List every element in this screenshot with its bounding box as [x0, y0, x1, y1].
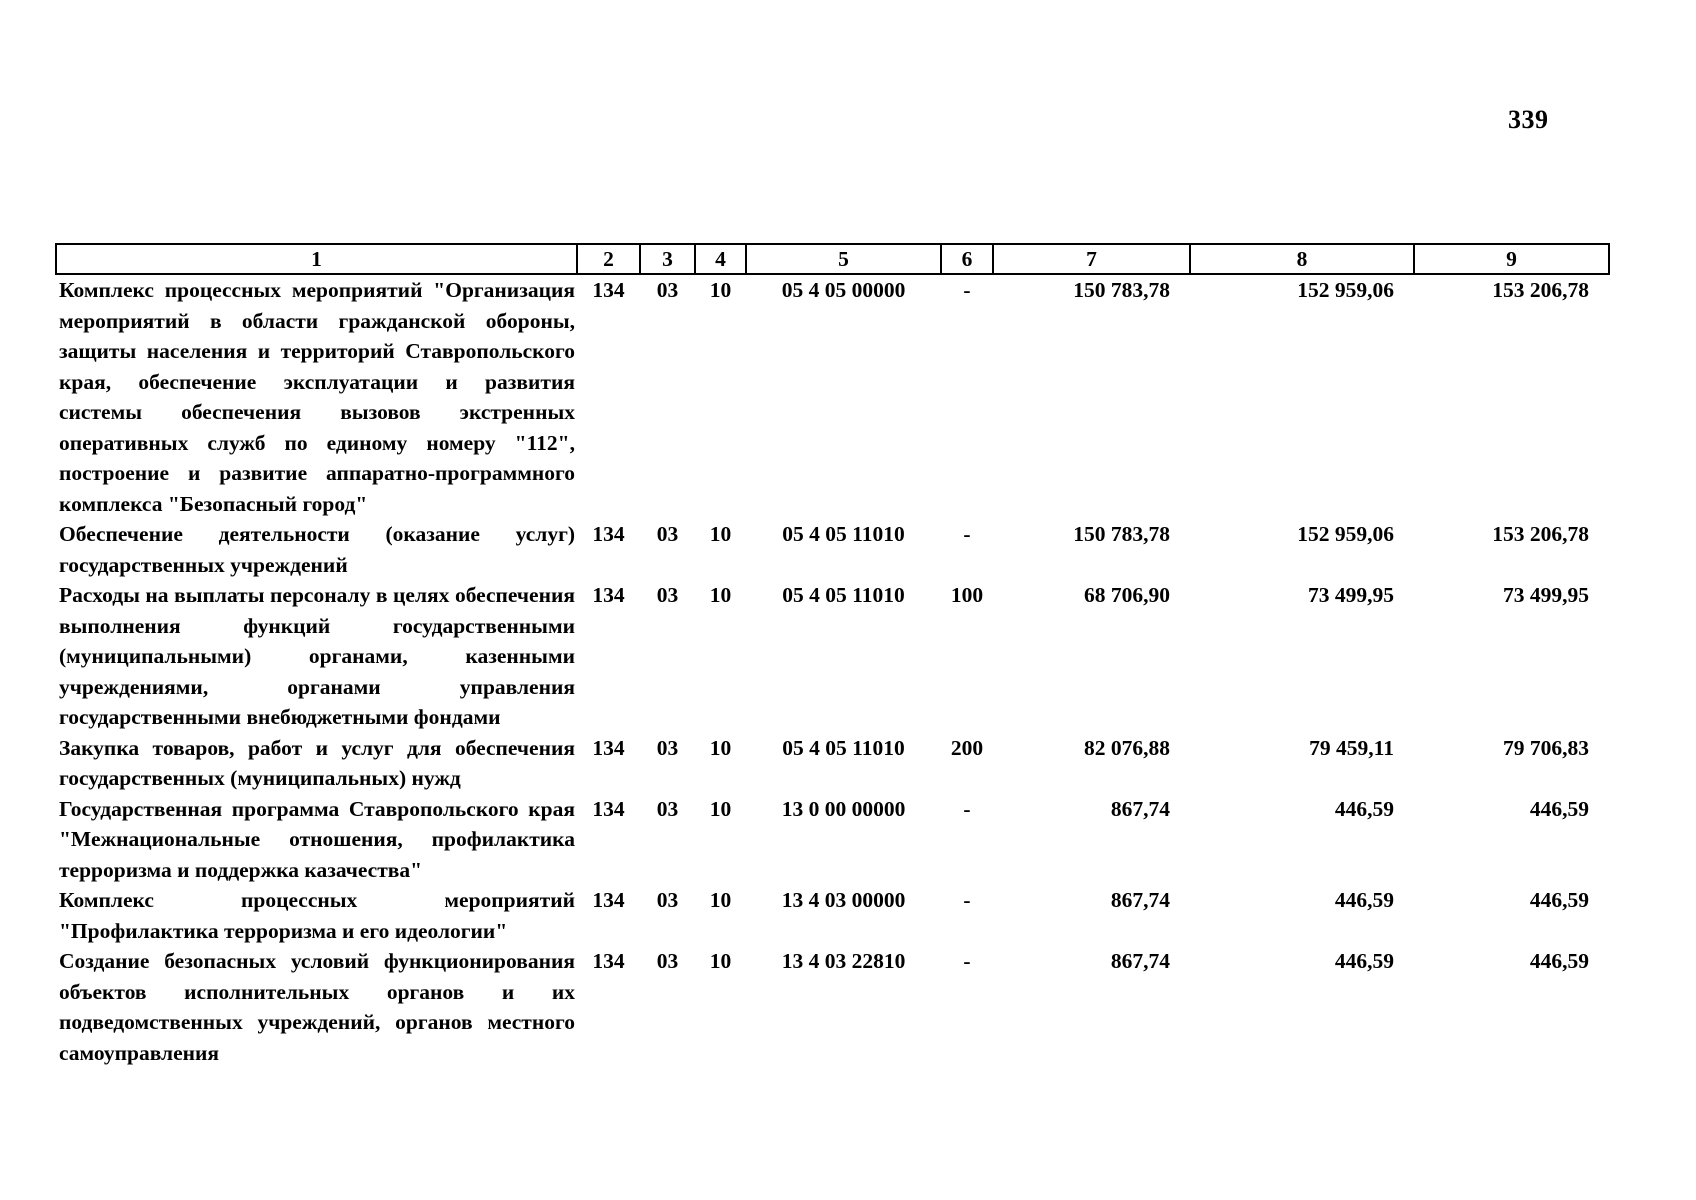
section-code-cell: 03	[656, 583, 679, 607]
section-code-cell: 03	[656, 735, 679, 760]
expense-name-cell: Создание безопасных условий функционирования объектов исполнительных органов и их подведомственных учреждений, органов местного самоуправления	[59, 949, 575, 1065]
column-header-9: 9	[1414, 244, 1609, 274]
table-row	[56, 733, 1609, 794]
expense-type-cell: -	[963, 278, 971, 302]
amount-year-3-cell: 73 499,95	[1503, 583, 1589, 607]
target-article-cell: 13 4 03 22810	[781, 949, 906, 973]
header-row	[56, 244, 1609, 274]
amount-year-2-cell: 446,59	[1334, 949, 1394, 973]
table-row	[56, 885, 1609, 946]
target-article-cell: 05 4 05 00000	[781, 278, 906, 302]
amount-year-2-cell: 79 459,11	[1309, 735, 1394, 760]
subsection-code-cell: 10	[709, 888, 732, 912]
ministry-code-cell: 134	[592, 583, 625, 607]
ministry-code-cell: 134	[592, 949, 625, 973]
amount-year-3-cell: 446,59	[1529, 796, 1589, 821]
ministry-code-cell: 134	[592, 522, 625, 546]
section-code-cell: 03	[656, 888, 679, 912]
amount-year-1-cell: 867,74	[1110, 949, 1170, 973]
table-row	[56, 580, 1609, 733]
subsection-code-cell: 10	[709, 796, 732, 821]
page-number: 339	[1508, 105, 1549, 134]
subsection-code-cell: 10	[709, 522, 732, 546]
amount-year-3-cell: 153 206,78	[1492, 522, 1589, 546]
ministry-code-cell: 134	[592, 796, 625, 821]
expense-name-cell: Закупка товаров, работ и услуг для обеспечения государственных (муниципальных) нужд	[59, 735, 575, 790]
subsection-code-cell: 10	[709, 278, 732, 302]
expense-type-cell: -	[963, 888, 971, 912]
subsection-code-cell: 10	[709, 735, 732, 760]
expense-type-cell: 100	[950, 583, 984, 607]
column-header-1: 1	[56, 244, 577, 274]
expense-name-cell: Расходы на выплаты персоналу в целях обеспечения выполнения функций государственными (муниципальными) органами, казенными учреждениями, органами управления государственными внебюджетными фондами	[59, 583, 575, 729]
column-header-7: 7	[993, 244, 1190, 274]
column-header-3: 3	[640, 244, 695, 274]
ministry-code-cell: 134	[592, 278, 625, 302]
amount-year-3-cell: 446,59	[1529, 888, 1589, 912]
expense-type-cell: 200	[950, 735, 984, 760]
expense-name-cell: Обеспечение деятельности (оказание услуг) государственных учреждений	[59, 522, 575, 577]
amount-year-1-cell: 82 076,88	[1084, 735, 1170, 760]
target-article-cell: 05 4 05 11010	[782, 522, 905, 546]
expense-name-cell: Комплекс процессных мероприятий "Профилактика терроризма и его идеологии"	[59, 888, 575, 943]
amount-year-2-cell: 152 959,06	[1297, 522, 1394, 546]
column-header-4: 4	[695, 244, 746, 274]
target-article-cell: 13 0 00 00000	[781, 796, 906, 821]
column-header-8: 8	[1190, 244, 1414, 274]
target-article-cell: 05 4 05 11010	[782, 735, 905, 760]
section-code-cell: 03	[656, 796, 679, 821]
amount-year-3-cell: 79 706,83	[1503, 735, 1589, 760]
table-row	[56, 794, 1609, 886]
amount-year-1-cell: 867,74	[1110, 796, 1170, 821]
table-row	[56, 946, 1609, 1068]
section-code-cell: 03	[656, 522, 679, 546]
target-article-cell: 05 4 05 11010	[782, 583, 905, 607]
amount-year-2-cell: 446,59	[1334, 888, 1394, 912]
amount-year-1-cell: 867,74	[1110, 888, 1170, 912]
expense-type-cell: -	[963, 522, 971, 546]
amount-year-2-cell: 152 959,06	[1297, 278, 1394, 302]
table-header	[56, 244, 1609, 274]
subsection-code-cell: 10	[709, 583, 732, 607]
amount-year-1-cell: 150 783,78	[1073, 522, 1170, 546]
section-code-cell: 03	[656, 949, 679, 973]
budget-table	[55, 243, 1610, 1068]
subsection-code-cell: 10	[709, 949, 732, 973]
table-body	[56, 274, 1609, 1068]
expense-name-cell: Государственная программа Ставропольского края "Межнациональные отношения, профилактика терроризма и поддержка казачества"	[59, 796, 575, 882]
amount-year-3-cell: 153 206,78	[1492, 278, 1589, 302]
ministry-code-cell: 134	[592, 735, 625, 760]
ministry-code-cell: 134	[592, 888, 625, 912]
column-header-2: 2	[577, 244, 640, 274]
amount-year-2-cell: 446,59	[1334, 796, 1394, 821]
expense-name-cell: Комплекс процессных мероприятий "Организация мероприятий в области гражданской обороны, защиты населения и территорий Ставропольского края, обеспечение эксплуатации и развития системы обеспечения вызовов экстренных оперативных служб по единому номеру "112", построение и развитие аппаратно-программного комплекса "Безопасный город"	[59, 278, 575, 516]
expense-type-cell: -	[963, 949, 971, 973]
amount-year-1-cell: 68 706,90	[1084, 583, 1170, 607]
table-row	[56, 274, 1609, 519]
target-article-cell: 13 4 03 00000	[781, 888, 906, 912]
amount-year-3-cell: 446,59	[1529, 949, 1589, 973]
column-header-5: 5	[746, 244, 941, 274]
section-code-cell: 03	[656, 278, 679, 302]
amount-year-2-cell: 73 499,95	[1308, 583, 1394, 607]
column-header-6: 6	[941, 244, 993, 274]
table-row	[56, 519, 1609, 580]
expense-type-cell: -	[963, 796, 971, 821]
amount-year-1-cell: 150 783,78	[1073, 278, 1170, 302]
